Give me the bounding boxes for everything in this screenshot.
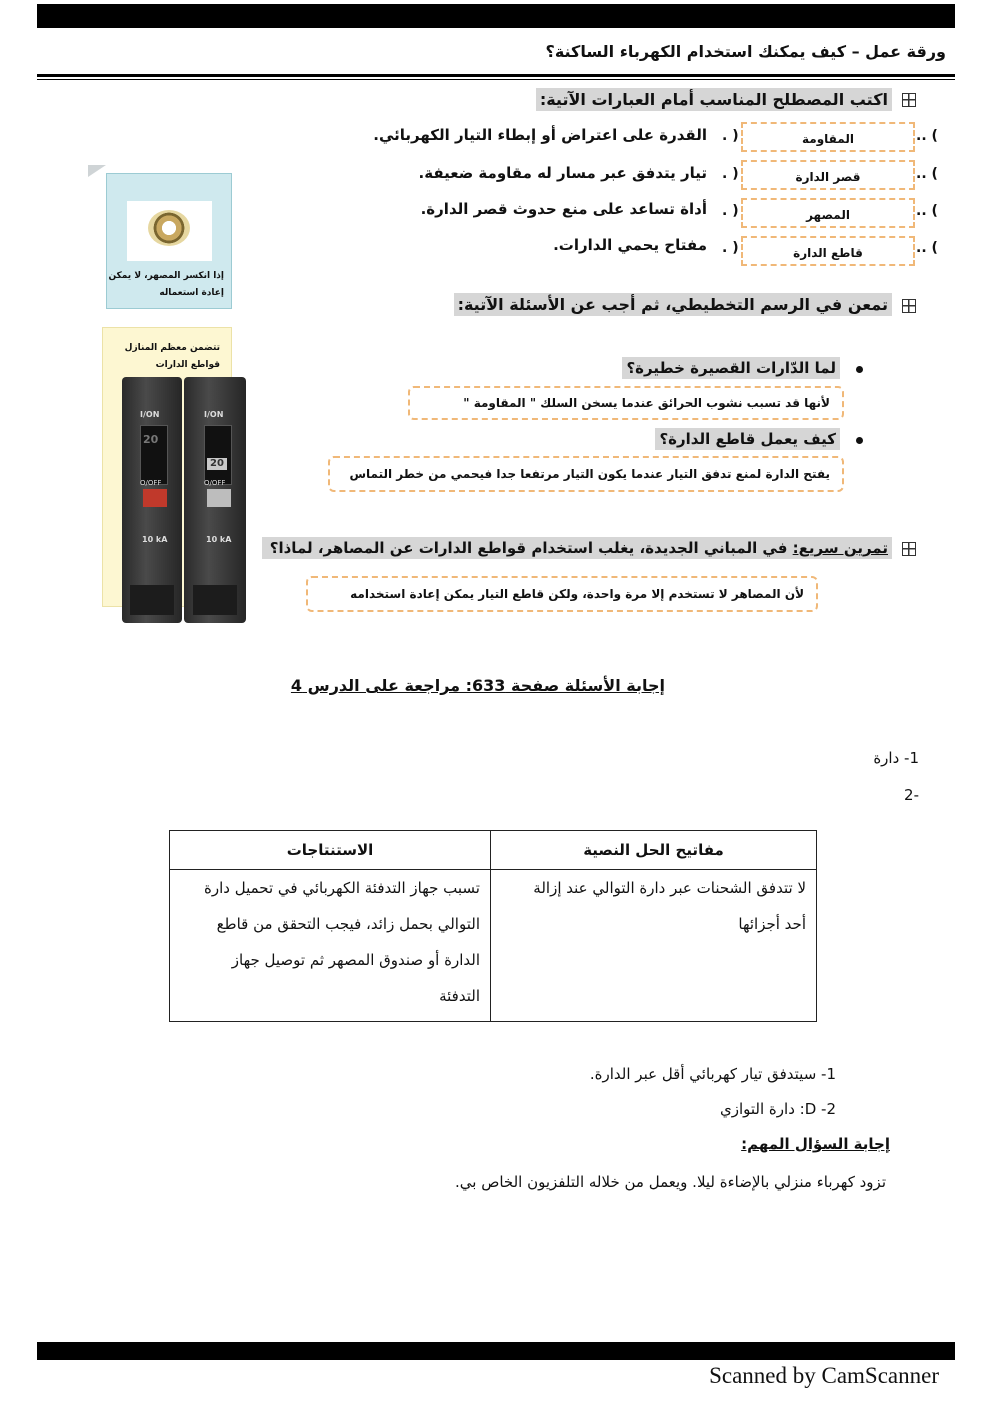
breaker-right-amp: 20 bbox=[207, 458, 227, 470]
section3-answer: لأن المصاهر لا تستخدم إلا مرة واحدة، ولكن قاطع التيار يمكن إعادة استخدامه bbox=[350, 587, 804, 601]
review-table bbox=[169, 830, 817, 1022]
review-answer-1: 1- دارة bbox=[873, 749, 919, 767]
breaker-right-switch bbox=[204, 425, 232, 485]
review-answer-3: 1- سيتدفق تيار كهربائي أقل عبر الدارة. bbox=[589, 1065, 836, 1083]
answer1-box bbox=[408, 386, 844, 420]
breaker-left-off: O/OFF bbox=[140, 479, 162, 487]
item1-definition: القدرة على اعتراض أو إبطاء التيار الكهربائي. bbox=[373, 126, 707, 144]
grid-icon bbox=[902, 93, 916, 107]
table-cell-keys-line: لا تتدفق الشحنات عبر دارة التوالي عند إزالة bbox=[533, 879, 806, 897]
item1-suffix: . ) bbox=[722, 128, 739, 144]
title-rule-thin bbox=[37, 79, 955, 80]
item2-definition: تيار يتدفق عبر مسار له مقاومة ضعيفة. bbox=[418, 164, 707, 182]
fuse-icon bbox=[148, 210, 190, 246]
item1-answer: المقاومة bbox=[741, 122, 915, 152]
breaker-left-amp: 20 bbox=[143, 433, 159, 446]
item3-prefix: .. ( bbox=[916, 203, 938, 219]
section1-heading: اكتب المصطلح المناسب أمام العبارات الآتية: bbox=[536, 88, 892, 111]
item4-suffix: . ) bbox=[722, 240, 739, 256]
important-question-answer: تزود كهرباء منزلي بالإضاءة ليلا. ويعمل من خلاله التلفزيون الخاص بي. bbox=[454, 1173, 886, 1191]
top-black-bar bbox=[37, 4, 955, 28]
breaker-right-on: I/ON bbox=[204, 410, 224, 419]
breaker-caption-1: تتضمن معظم المنازل bbox=[124, 343, 220, 353]
bottom-black-bar bbox=[37, 1342, 955, 1360]
title-rule bbox=[37, 74, 955, 77]
bullet bbox=[856, 366, 863, 373]
question1: لما الدّارات القصيرة خطيرة؟ bbox=[622, 357, 840, 379]
breaker-right-base bbox=[193, 585, 237, 615]
item2-answer: قصر الدارة bbox=[741, 160, 915, 190]
table-header-conclusions: الاستنتاجات bbox=[170, 831, 491, 870]
table-cell-conclusions-line: التوالي بحمل زائد، فيجب التحقق من قاطع bbox=[216, 915, 480, 933]
fuse-caption-2: إعادة استعماله bbox=[159, 288, 224, 298]
breaker-right-off: O/OFF bbox=[204, 479, 226, 487]
page-fold bbox=[88, 165, 106, 177]
section3-label: تمرين سريع: bbox=[792, 539, 888, 557]
item3-suffix: . ) bbox=[722, 203, 739, 219]
section3-question: في المباني الجديدة، يغلب استخدام قواطع الدارات عن المصاهر، لماذا؟ bbox=[269, 539, 793, 557]
table-cell-keys-line: أحد أجزائها bbox=[738, 915, 806, 933]
answer2-box bbox=[328, 456, 844, 492]
answer2-text: يفتح الدارة لمنع تدفق التيار عندما يكون التيار مرتفعا جدا فيحمي من خطر التماس bbox=[349, 467, 830, 481]
item3-definition: أداة تساعد على منع حدوث قصر الدارة. bbox=[420, 200, 707, 218]
item2-prefix: .. ( bbox=[916, 166, 938, 182]
item4-answer: قاطع الدارة bbox=[741, 236, 915, 266]
table-cell-conclusions-line: تسبب جهاز التدفئة الكهربائي في تحميل دارة bbox=[204, 879, 480, 897]
section2-heading: تمعن في الرسم التخطيطي، ثم أجب عن الأسئلة الآتية: bbox=[454, 293, 892, 316]
scanner-watermark: Scanned by CamScanner bbox=[709, 1363, 939, 1388]
question2: كيف يعمل قاطع الدارة؟ bbox=[655, 428, 840, 450]
review-answer-2: -2 bbox=[904, 786, 919, 804]
table-header-keys: مفاتيح الحل النصية bbox=[491, 831, 817, 870]
breaker-left-trip-indicator bbox=[143, 489, 167, 507]
section3-answer-box bbox=[306, 576, 818, 612]
important-question-heading: إجابة السؤال المهم: bbox=[741, 1135, 890, 1153]
item3-answer: المصهر bbox=[741, 198, 915, 228]
review-answer-4: 2- D: دارة التوازي bbox=[719, 1100, 836, 1118]
breaker-right-rating: 10 kA bbox=[206, 535, 232, 544]
page-title: ورقة عمل – كيف يمكنك استخدام الكهرباء الساكنة؟ bbox=[545, 42, 946, 61]
bullet bbox=[856, 437, 863, 444]
section3-heading bbox=[262, 537, 892, 559]
table-cell-keys bbox=[491, 870, 817, 1022]
item4-prefix: .. ( bbox=[916, 240, 938, 256]
grid-icon bbox=[902, 299, 916, 313]
breaker-right-indicator bbox=[207, 489, 231, 507]
item4-definition: مفتاح يحمي الدارات. bbox=[553, 236, 707, 254]
breaker-caption-2: قواطع الدارات bbox=[155, 360, 220, 370]
item1-prefix: .. ( bbox=[916, 128, 938, 144]
table-cell-conclusions bbox=[170, 870, 491, 1022]
breaker-left-base bbox=[130, 585, 174, 615]
review-heading: إجابة الأسئلة صفحة 633: مراجعة على الدرس 4 bbox=[290, 676, 665, 695]
item2-suffix: . ) bbox=[722, 166, 739, 182]
breaker-left-on: I/ON bbox=[140, 410, 160, 419]
fuse-caption-1: إذا انكسر المصهر، لا يمكن bbox=[108, 271, 224, 281]
breaker-left-rating: 10 kA bbox=[142, 535, 168, 544]
table-cell-conclusions-line: الدارة أو صندوق المصهر ثم توصيل جهاز bbox=[231, 951, 480, 969]
table-cell-conclusions-line: التدفئة bbox=[439, 987, 480, 1005]
answer1-text: لأنها قد تسبب نشوب الحرائق عندما يسخن السلك " المقاومة " bbox=[463, 396, 830, 410]
grid-icon bbox=[902, 542, 916, 556]
